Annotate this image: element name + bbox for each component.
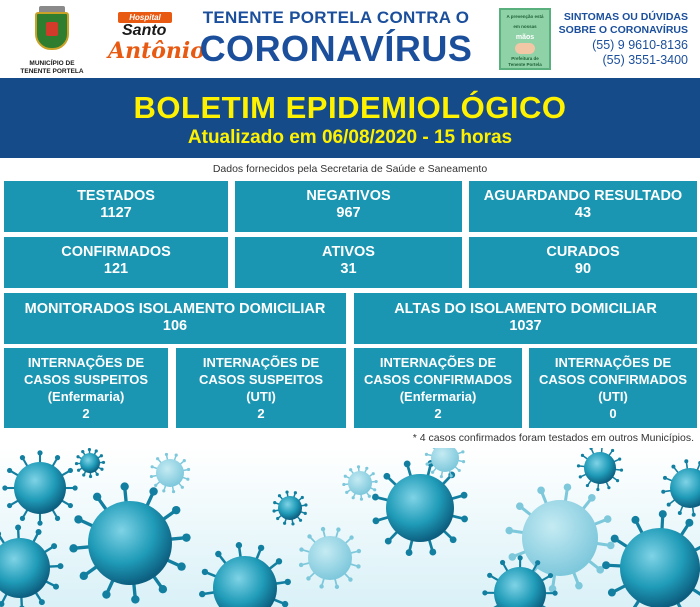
poster-line2: em nossas <box>513 24 537 29</box>
hospital-badge: Hospital <box>118 12 172 23</box>
bulletin-subtitle: Atualizado em 06/08/2020 - 15 horas <box>187 127 513 148</box>
virus-particle-icon <box>299 527 361 589</box>
footnote: * 4 casos confirmados foram testados em outros Municípios. <box>412 432 694 444</box>
stat-curados <box>469 237 697 288</box>
stat-value: 2 <box>82 406 90 421</box>
stat-confirmados <box>4 237 228 288</box>
stat-label-line2: CASOS SUSPEITOS <box>23 372 148 387</box>
stat-label: ATIVOS <box>322 244 375 260</box>
crest-shield-icon <box>35 12 69 50</box>
data-source: Dados fornecidos pela Secretaria de Saúde e Saneamento <box>212 163 488 175</box>
stat-label-line1: INTERNAÇÕES DE <box>379 355 497 370</box>
crest-line1: MUNICÍPIO DE <box>29 60 75 67</box>
stat-negativos <box>235 181 462 232</box>
stat-label: CURADOS <box>546 244 620 260</box>
stat-value: 967 <box>336 205 361 221</box>
stat-label-line2: CASOS CONFIRMADOS <box>363 372 513 387</box>
stat-testados <box>4 181 228 232</box>
hospital-name-antonio: Antônio <box>108 38 205 64</box>
stat-label-line3: (Enfermaria) <box>399 389 477 404</box>
stat-label: MONITORADOS ISOLAMENTO DOMICILIAR <box>24 301 326 317</box>
virus-illustration <box>0 448 700 607</box>
stat-internacoes-suspeitos-enfermaria <box>4 348 168 428</box>
stat-label: TESTADOS <box>77 188 155 204</box>
stat-value: 90 <box>574 261 592 277</box>
stat-internacoes-suspeitos-uti <box>176 348 346 428</box>
stat-label-line3: (UTI) <box>598 389 628 404</box>
stat-internacoes-confirmados-uti <box>529 348 697 428</box>
stat-label: NEGATIVOS <box>306 188 391 204</box>
contact-line2: SOBRE O CORONAVÍRUS <box>558 24 688 36</box>
poster-line4: Prefeitura de Tenente Portela <box>508 56 542 67</box>
stat-aguardando <box>469 181 697 232</box>
municipality-crest <box>20 6 84 78</box>
header <box>0 0 700 78</box>
campaign-title-main: CORONAVÍRUS <box>199 28 473 69</box>
contact-line1: SINTOMAS OU DÚVIDAS <box>563 11 688 23</box>
stat-value: 121 <box>103 261 129 277</box>
stat-value: 2 <box>434 406 442 421</box>
stat-value: 1037 <box>509 318 542 334</box>
stat-value: 2 <box>257 406 265 421</box>
stat-altas <box>354 293 697 344</box>
stat-value: 106 <box>162 318 188 334</box>
stat-label: ALTAS DO ISOLAMENTO DOMICILIAR <box>394 301 657 317</box>
stat-label-line2: CASOS CONFIRMADOS <box>538 372 688 387</box>
contact-phone1: (55) 9 9610-8136 <box>592 38 688 52</box>
crest-line2: TENENTE PORTELA <box>20 68 84 75</box>
stat-label-line1: INTERNAÇÕES DE <box>554 355 672 370</box>
virus-particle-icon <box>372 460 468 556</box>
stat-label: AGUARDANDO RESULTADO <box>483 188 683 204</box>
poster-line1: A prevenção está <box>506 14 544 19</box>
stat-value: 1127 <box>100 205 132 221</box>
bulletin-title: BOLETIM EPIDEMIOLÓGICO <box>133 90 567 125</box>
campaign-title-top: TENENTE PORTELA CONTRA O <box>202 8 470 27</box>
stat-value: 31 <box>340 261 357 277</box>
stat-label-line1: INTERNAÇÕES DE <box>202 355 320 370</box>
contact-phone2: (55) 3551-3400 <box>602 53 688 67</box>
stat-label-line1: INTERNAÇÕES DE <box>27 355 145 370</box>
stat-label-line3: (Enfermaria) <box>47 389 125 404</box>
stat-label-line3: (UTI) <box>246 389 276 404</box>
stat-internacoes-confirmados-enfermaria <box>354 348 522 428</box>
hospital-name-santo: Santo <box>122 22 167 39</box>
hand-icon <box>515 43 535 54</box>
stat-value: 0 <box>609 406 617 421</box>
stat-monitorados <box>4 293 346 344</box>
stat-label: CONFIRMADOS <box>61 244 171 260</box>
stat-value: 43 <box>574 205 592 221</box>
bulletin-banner <box>0 78 700 158</box>
poster-line3: mãos <box>515 34 535 41</box>
stat-ativos <box>235 237 462 288</box>
hospital-logo <box>104 10 205 70</box>
stat-label-line2: CASOS SUSPEITOS <box>198 372 323 387</box>
